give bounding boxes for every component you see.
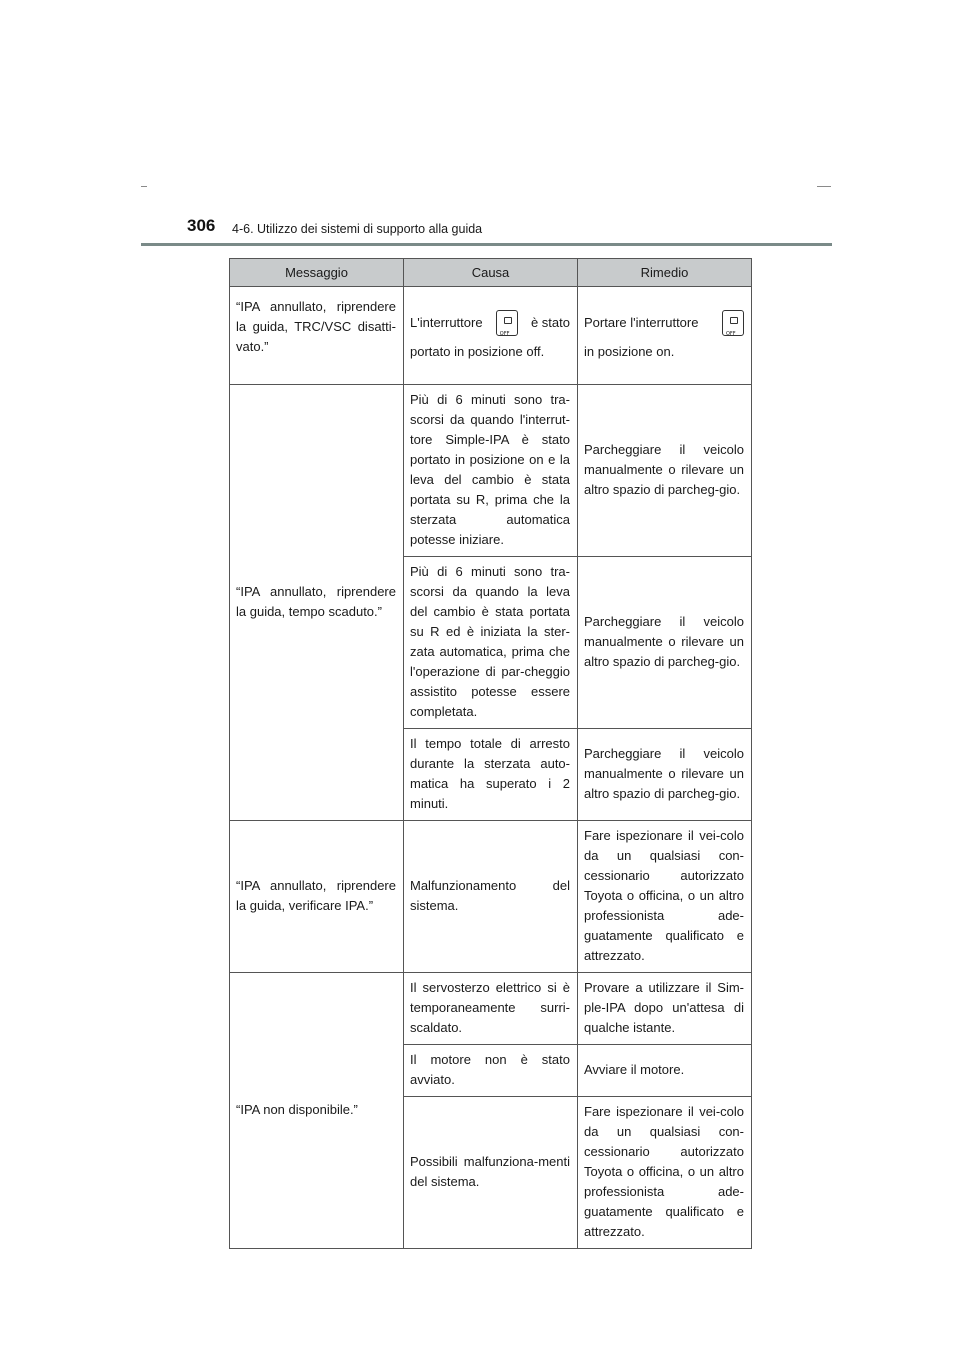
header-rule — [141, 243, 832, 246]
remedy-cell: Fare ispezionare il vei-colo da un qualsiasi con-cessionario autorizzato Toyota o officina, o un altro professionista ade-guatamente qualificato e attrezzato. — [578, 821, 752, 973]
remedy-cell: Fare ispezionare il vei-colo da un qualsiasi con-cessionario autorizzato Toyota o officina, o un altro professionista ade-guatamente qualificato e attrezzato. — [578, 1097, 752, 1249]
column-header-rimedio: Rimedio — [578, 259, 752, 287]
cause-line-2: portato in posizione off. — [410, 344, 545, 359]
cause-cell: Il servosterzo elettrico si è temporaneamente surri-scaldato. — [404, 973, 578, 1045]
remedy-cell: Parcheggiare il veicolo manualmente o rilevare un altro spazio di parcheg-gio. — [578, 557, 752, 729]
cause-cell: Possibili malfunziona-menti del sistema. — [404, 1097, 578, 1249]
remedy-cell: Avviare il motore. — [578, 1045, 752, 1097]
table-row — [230, 385, 752, 557]
table-header-row — [230, 259, 752, 287]
cause-cell: Più di 6 minuti sono tra-scorsi da quando l'interrut-tore Simple-IPA è stato portato in posizione on e la leva del cambio è stata portata su R, prima che la sterzata automatica potesse iniziare. — [404, 385, 578, 557]
message-table — [229, 258, 752, 1249]
column-header-messaggio: Messaggio — [230, 259, 404, 287]
simple-ipa-switch-icon — [496, 310, 518, 336]
simple-ipa-switch-icon — [722, 310, 744, 336]
column-header-causa: Causa — [404, 259, 578, 287]
remedy-cell: Parcheggiare il veicolo manualmente o rilevare un altro spazio di parcheg-gio. — [578, 729, 752, 821]
remedy-text-before-icon: Portare l'interruttore — [584, 315, 699, 330]
remedy-line-2: in posizione on. — [584, 344, 675, 359]
table-row — [230, 973, 752, 1045]
remedy-switch-line — [584, 308, 744, 338]
section-title: 4-6. Utilizzo dei sistemi di supporto alla guida — [232, 222, 483, 236]
page-number: 306 — [187, 216, 216, 235]
cause-cell: Più di 6 minuti sono tra-scorsi da quando la leva del cambio è stata portata su R ed è iniziata la ster-zata automatica, prima che l'operazione di par-cheggio assistito potesse essere completata. — [404, 557, 578, 729]
table-row — [230, 287, 752, 385]
cause-text-after-icon: è stato — [530, 315, 570, 330]
message-cell: “IPA annullato, riprendere la guida, verificare IPA.” — [230, 821, 404, 973]
remedy-cell: Provare a utilizzare il Sim-ple-IPA dopo un'attesa di qualche istante. — [578, 973, 752, 1045]
cause-switch-line — [410, 308, 570, 338]
message-cell: “IPA non disponibile.” — [230, 973, 404, 1249]
message-cell: “IPA annullato, riprendere la guida, TRC/VSC disatti-vato.” — [230, 287, 404, 385]
crop-mark-right — [817, 186, 831, 187]
cause-cell: Malfunzionamento del sistema. — [404, 821, 578, 973]
cause-cell: Il motore non è stato avviato. — [404, 1045, 578, 1097]
cause-cell — [404, 287, 578, 385]
remedy-cell — [578, 287, 752, 385]
cause-cell: Il tempo totale di arresto durante la sterzata auto-matica ha superato i 2 minuti. — [404, 729, 578, 821]
message-cell: “IPA annullato, riprendere la guida, tempo scaduto.” — [230, 385, 404, 821]
crop-mark-left — [141, 186, 147, 187]
table-row — [230, 821, 752, 973]
cause-text-before-icon: L'interruttore — [410, 315, 483, 330]
remedy-cell: Parcheggiare il veicolo manualmente o rilevare un altro spazio di parcheg-gio. — [578, 385, 752, 557]
